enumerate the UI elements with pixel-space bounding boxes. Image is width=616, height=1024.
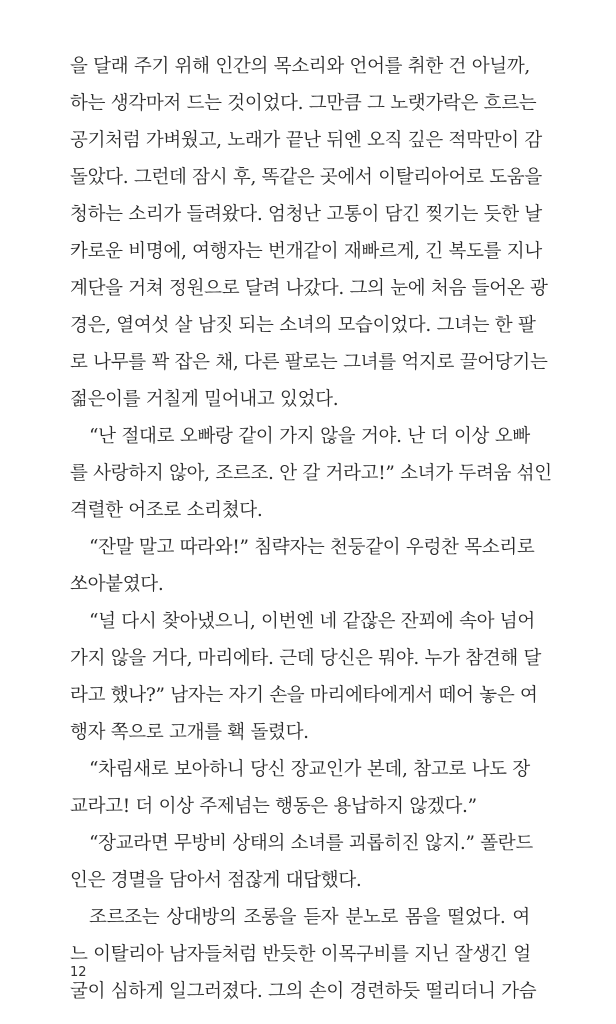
text-line: 라고 했나?” 남자는 자기 손을 마리에타에게서 떼어 놓은 여 <box>70 685 538 706</box>
text-line: 카로운 비명에, 여행자는 번개같이 재빠르게, 긴 복도를 지나 <box>70 241 542 262</box>
text-line: 로 나무를 꽉 잡은 채, 다른 팔로는 그녀를 억지로 끌어당기는 <box>70 352 548 373</box>
text-line: 조르조는 상대방의 조롱을 듣자 분노로 몸을 떨었다. 여 <box>89 907 530 928</box>
text-line: 가지 않을 거다, 마리에타. 근데 당신은 뭐야. 누가 참견해 달 <box>70 648 542 669</box>
text-line: 돌았다. 그런데 잠시 후, 똑같은 곳에서 이탈리아어로 도움을 <box>70 167 542 188</box>
text-line: “널 다시 찾아냈으니, 이번엔 네 같잖은 잔꾀에 속아 넘어 <box>89 611 535 632</box>
text-line: 굴이 심하게 일그러졌다. 그의 손이 경련하듯 떨리더니 가슴 <box>70 981 537 1002</box>
page-body <box>70 48 552 1010</box>
text-line: 교라고! 더 이상 주제넘는 행동은 용납하지 않겠다.” <box>70 796 477 817</box>
text-line: 계단을 거쳐 정원으로 달려 나갔다. 그의 눈에 처음 들어온 광 <box>70 278 548 299</box>
text-line: 공기처럼 가벼웠고, 노래가 끝난 뒤엔 오직 깊은 적막만이 감 <box>70 130 542 151</box>
text-line: “차림새로 보아하니 당신 장교인가 본데, 참고로 나도 장 <box>89 759 530 780</box>
page-number: 12 <box>70 965 87 980</box>
text-line: “난 절대로 오빠랑 같이 가지 않을 거야. 난 더 이상 오빠 <box>89 426 530 447</box>
text-line: “장교라면 무방비 상태의 소녀를 괴롭히진 않지.” 폴란드 <box>89 833 533 854</box>
text-line: 행자 쪽으로 고개를 홱 돌렸다. <box>70 722 309 743</box>
text-line: “잔말 말고 따라와!” 침략자는 천둥같이 우렁찬 목소리로 <box>89 537 535 558</box>
text-line: 청하는 소리가 들려왔다. 엄청난 고통이 담긴 찢기는 듯한 날 <box>70 204 542 225</box>
text-line: 을 달래 주기 위해 인간의 목소리와 언어를 취한 건 아닐까, <box>70 56 530 77</box>
text-line: 젊은이를 거칠게 밀어내고 있었다. <box>70 389 339 410</box>
text-line: 경은, 열여섯 살 남짓 되는 소녀의 모습이었다. 그녀는 한 팔 <box>70 315 536 336</box>
text-line: 하는 생각마저 드는 것이었다. 그만큼 그 노랫가락은 흐르는 <box>70 93 537 114</box>
text-line: 쏘아붙였다. <box>70 574 164 595</box>
text-line: 를 사랑하지 않아, 조르조. 안 갈 거라고!” 소녀가 두려움 섞인 <box>70 463 552 484</box>
text-line: 격렬한 어조로 소리쳤다. <box>70 500 263 521</box>
text-line: 느 이탈리아 남자들처럼 반듯한 이목구비를 지닌 잘생긴 얼 <box>70 944 531 965</box>
text-line: 인은 경멸을 담아서 점잖게 대답했다. <box>70 870 362 891</box>
